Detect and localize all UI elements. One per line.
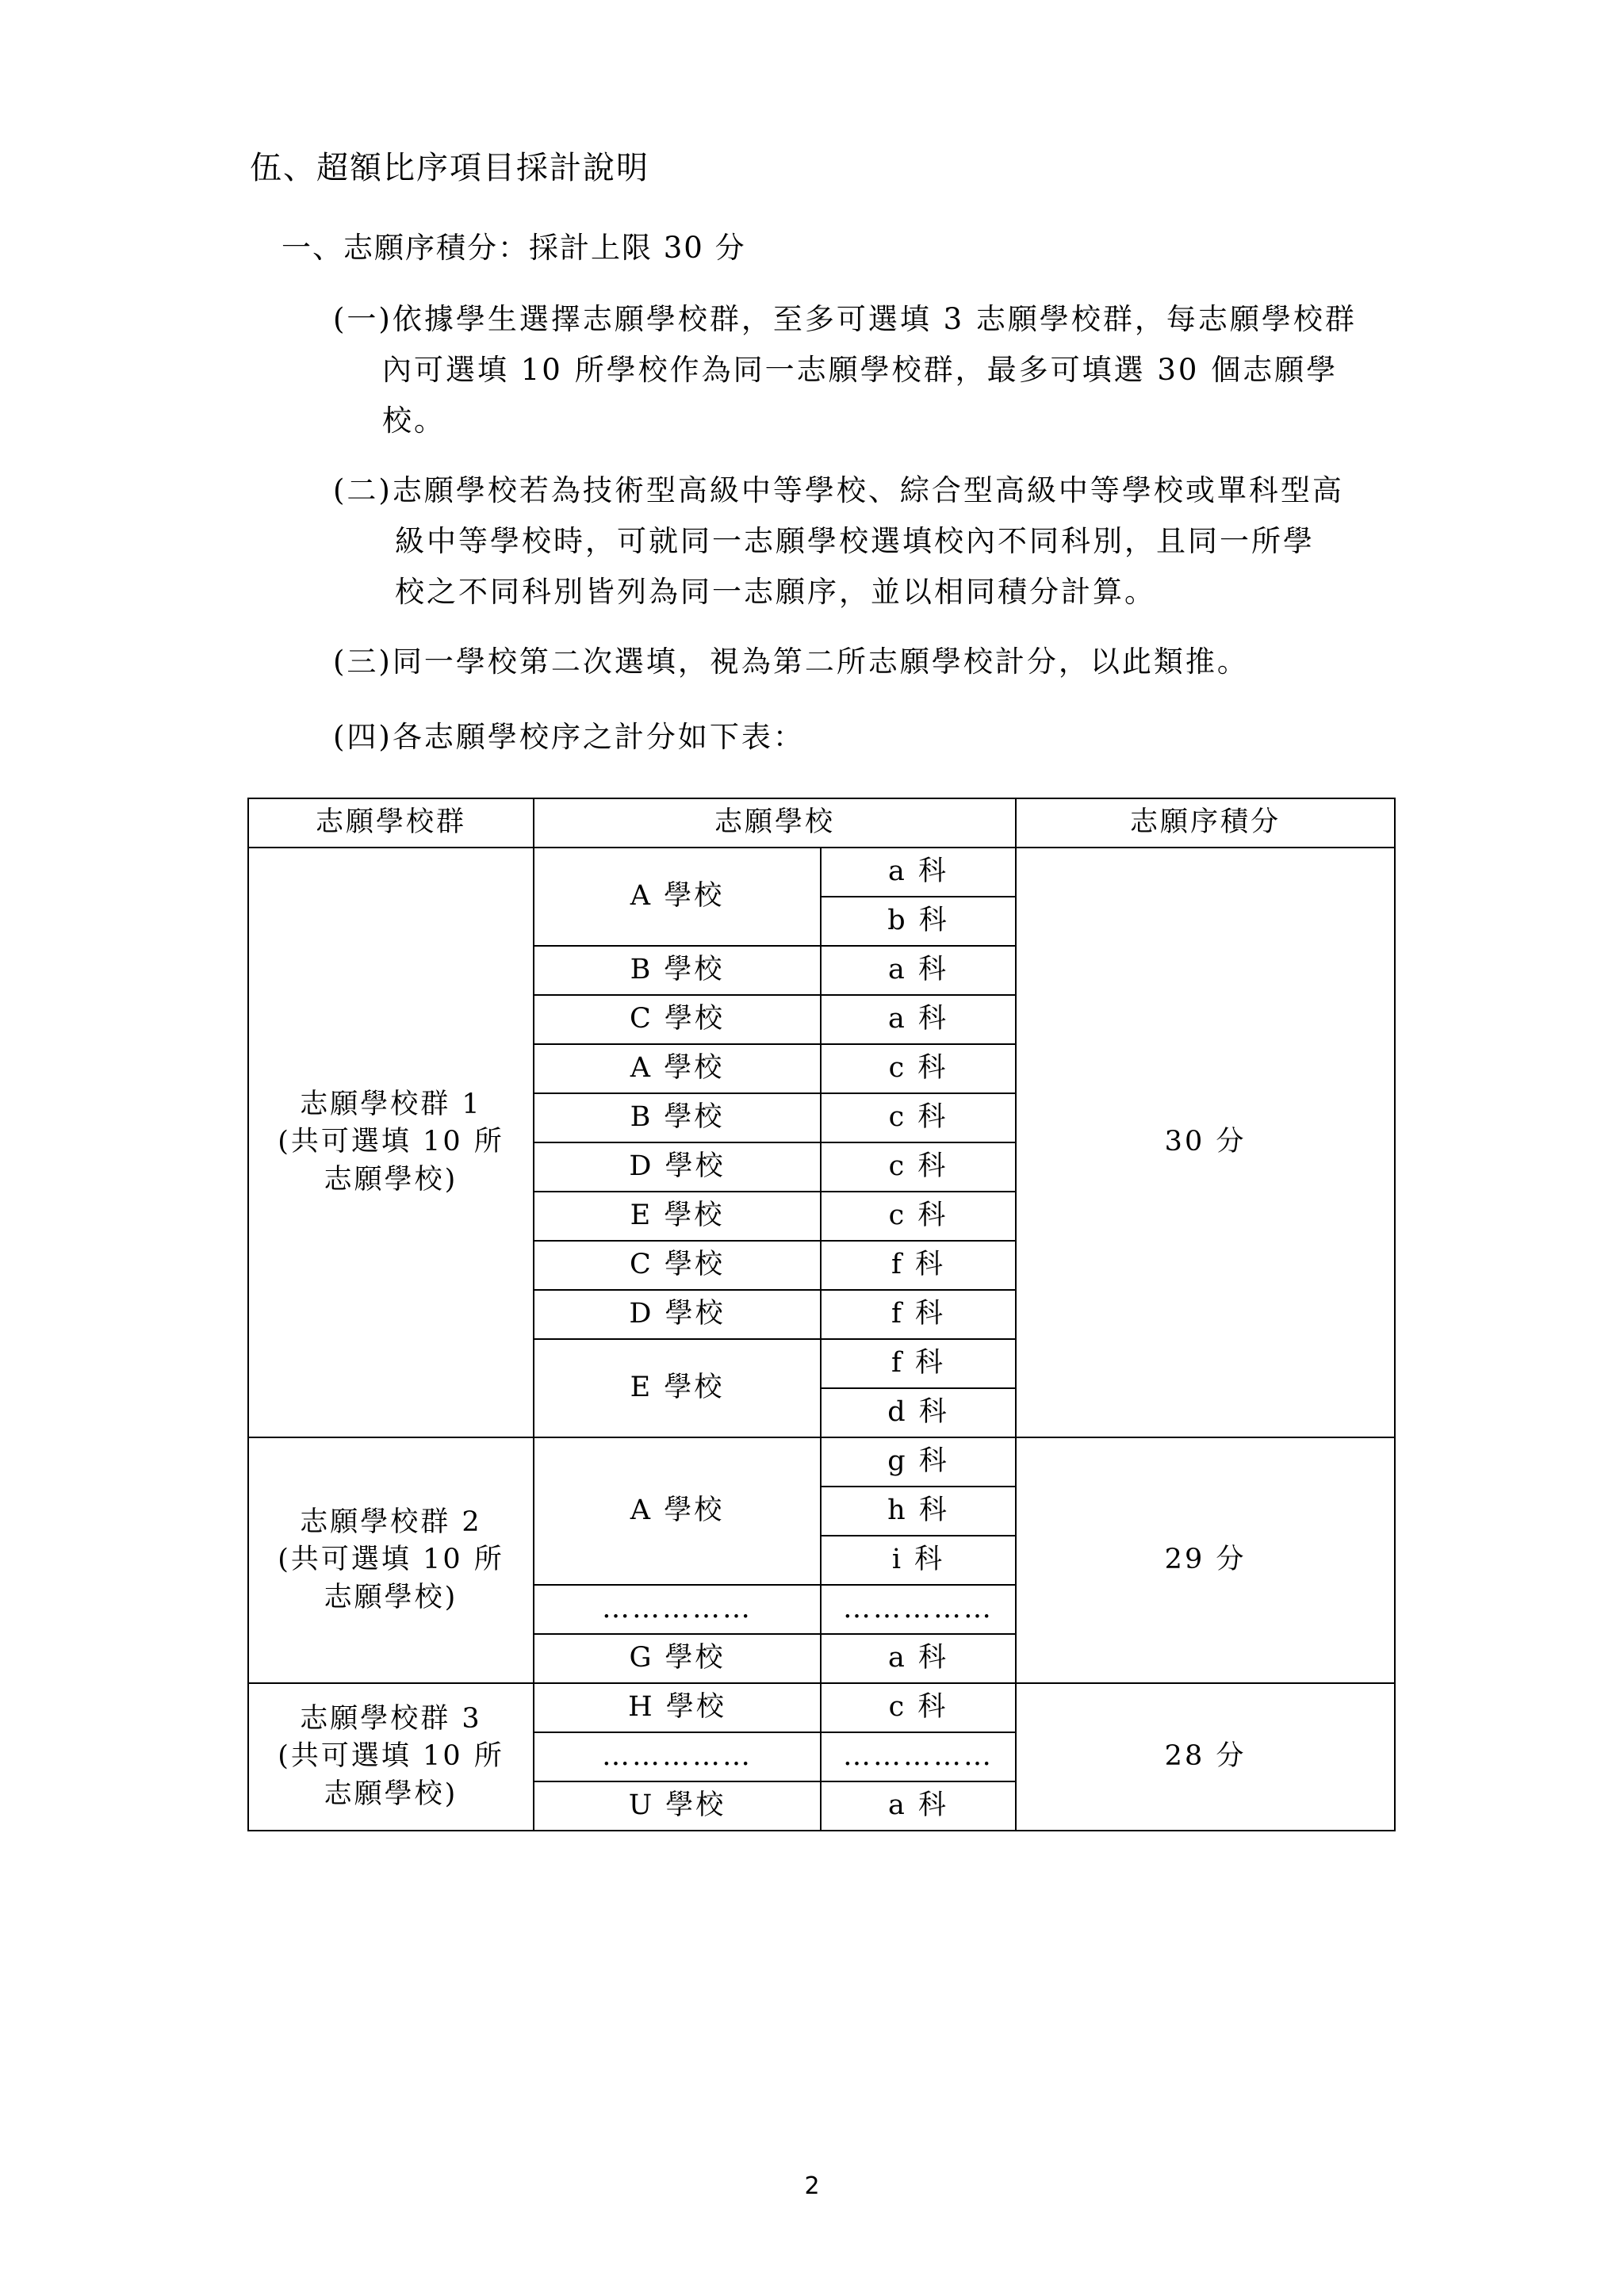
table-row xyxy=(248,1683,1395,1732)
list-item-2 xyxy=(333,465,1396,618)
dept-cell: i 科 xyxy=(821,1536,1016,1585)
group-note: (共可選填 10 所 xyxy=(278,1740,504,1773)
group-name: 志願學校群 2 xyxy=(300,1506,482,1539)
school-cell: A 學校 xyxy=(534,1437,821,1585)
item-marker: (二) xyxy=(333,473,393,507)
dept-cell: f 科 xyxy=(821,1241,1016,1290)
school-cell: H 學校 xyxy=(534,1683,821,1732)
table-row xyxy=(248,848,1395,897)
dept-cell: c 科 xyxy=(821,1093,1016,1142)
group-name: 志願學校群 3 xyxy=(300,1703,482,1735)
school-cell: …………… xyxy=(534,1732,821,1781)
dept-cell: f 科 xyxy=(821,1290,1016,1339)
group-name: 志願學校群 1 xyxy=(300,1089,482,1121)
school-cell: C 學校 xyxy=(534,995,821,1044)
group-cell xyxy=(248,1437,534,1683)
dept-cell: g 科 xyxy=(821,1437,1016,1487)
school-cell: …………… xyxy=(534,1585,821,1634)
item-line: 各志願學校序之計分如下表： xyxy=(392,720,805,754)
item-line: 志願學校若為技術型高級中等學校、綜合型高級中等學校或單科型高 xyxy=(392,473,1344,507)
item-marker: (三) xyxy=(333,645,393,679)
header-score: 志願序積分 xyxy=(1016,798,1395,848)
group-cell xyxy=(248,848,534,1437)
dept-cell: a 科 xyxy=(821,848,1016,897)
school-cell: E 學校 xyxy=(534,1339,821,1437)
dept-cell: c 科 xyxy=(821,1683,1016,1732)
item-line: 依據學生選擇志願學校群，至多可選填 3 志願學校群，每志願學校群 xyxy=(392,302,1357,336)
school-cell: A 學校 xyxy=(534,848,821,946)
dept-cell: c 科 xyxy=(821,1142,1016,1192)
group-note: 志願學校) xyxy=(324,1581,458,1613)
dept-cell: d 科 xyxy=(821,1388,1016,1437)
subsection-title: 一、志願序積分：採計上限 30 分 xyxy=(282,231,746,265)
group-note: 志願學校) xyxy=(324,1777,458,1810)
dept-cell: a 科 xyxy=(821,995,1016,1044)
school-cell: D 學校 xyxy=(534,1142,821,1192)
dept-cell: c 科 xyxy=(821,1192,1016,1241)
dept-cell: …………… xyxy=(821,1732,1016,1781)
dept-cell: c 科 xyxy=(821,1044,1016,1093)
group-cell xyxy=(248,1683,534,1831)
table-header-row xyxy=(248,798,1395,848)
group-note: (共可選填 10 所 xyxy=(278,1126,504,1158)
school-cell: D 學校 xyxy=(534,1290,821,1339)
item-marker: (一) xyxy=(333,302,393,336)
school-cell: G 學校 xyxy=(534,1634,821,1683)
page-number: 2 xyxy=(804,2172,820,2200)
item-line: 校之不同科別皆列為同一志願序，並以相同積分計算。 xyxy=(395,575,1156,609)
score-table xyxy=(247,798,1396,1831)
list-item-3 xyxy=(333,637,1396,687)
dept-cell: b 科 xyxy=(821,897,1016,946)
group-note: (共可選填 10 所 xyxy=(278,1544,504,1576)
header-school: 志願學校 xyxy=(534,798,1016,848)
school-cell: E 學校 xyxy=(534,1192,821,1241)
school-cell: B 學校 xyxy=(534,1093,821,1142)
item-line: 校。 xyxy=(382,404,446,438)
score-cell: 28 分 xyxy=(1016,1683,1395,1831)
section-title: 伍、超額比序項目採計說明 xyxy=(250,150,649,186)
dept-cell: a 科 xyxy=(821,1781,1016,1831)
dept-cell: …………… xyxy=(821,1585,1016,1634)
header-group: 志願學校群 xyxy=(248,798,534,848)
dept-cell: a 科 xyxy=(821,946,1016,995)
dept-cell: f 科 xyxy=(821,1339,1016,1388)
dept-cell: a 科 xyxy=(821,1634,1016,1683)
item-line: 內可選填 10 所學校作為同一志願學校群，最多可填選 30 個志願學 xyxy=(382,353,1339,387)
item-marker: (四) xyxy=(333,720,393,754)
table-row xyxy=(248,1437,1395,1487)
list-item-1 xyxy=(333,294,1396,446)
group-note: 志願學校) xyxy=(324,1163,458,1196)
school-cell: C 學校 xyxy=(534,1241,821,1290)
item-line: 級中等學校時，可就同一志願學校選填校內不同科別，且同一所學 xyxy=(395,524,1315,558)
school-cell: A 學校 xyxy=(534,1044,821,1093)
school-cell: U 學校 xyxy=(534,1781,821,1831)
score-cell: 30 分 xyxy=(1016,848,1395,1437)
item-line: 同一學校第二次選填，視為第二所志願學校計分，以此類推。 xyxy=(392,645,1249,679)
score-cell: 29 分 xyxy=(1016,1437,1395,1683)
list-item-4 xyxy=(333,712,1396,763)
school-cell: B 學校 xyxy=(534,946,821,995)
dept-cell: h 科 xyxy=(821,1487,1016,1536)
